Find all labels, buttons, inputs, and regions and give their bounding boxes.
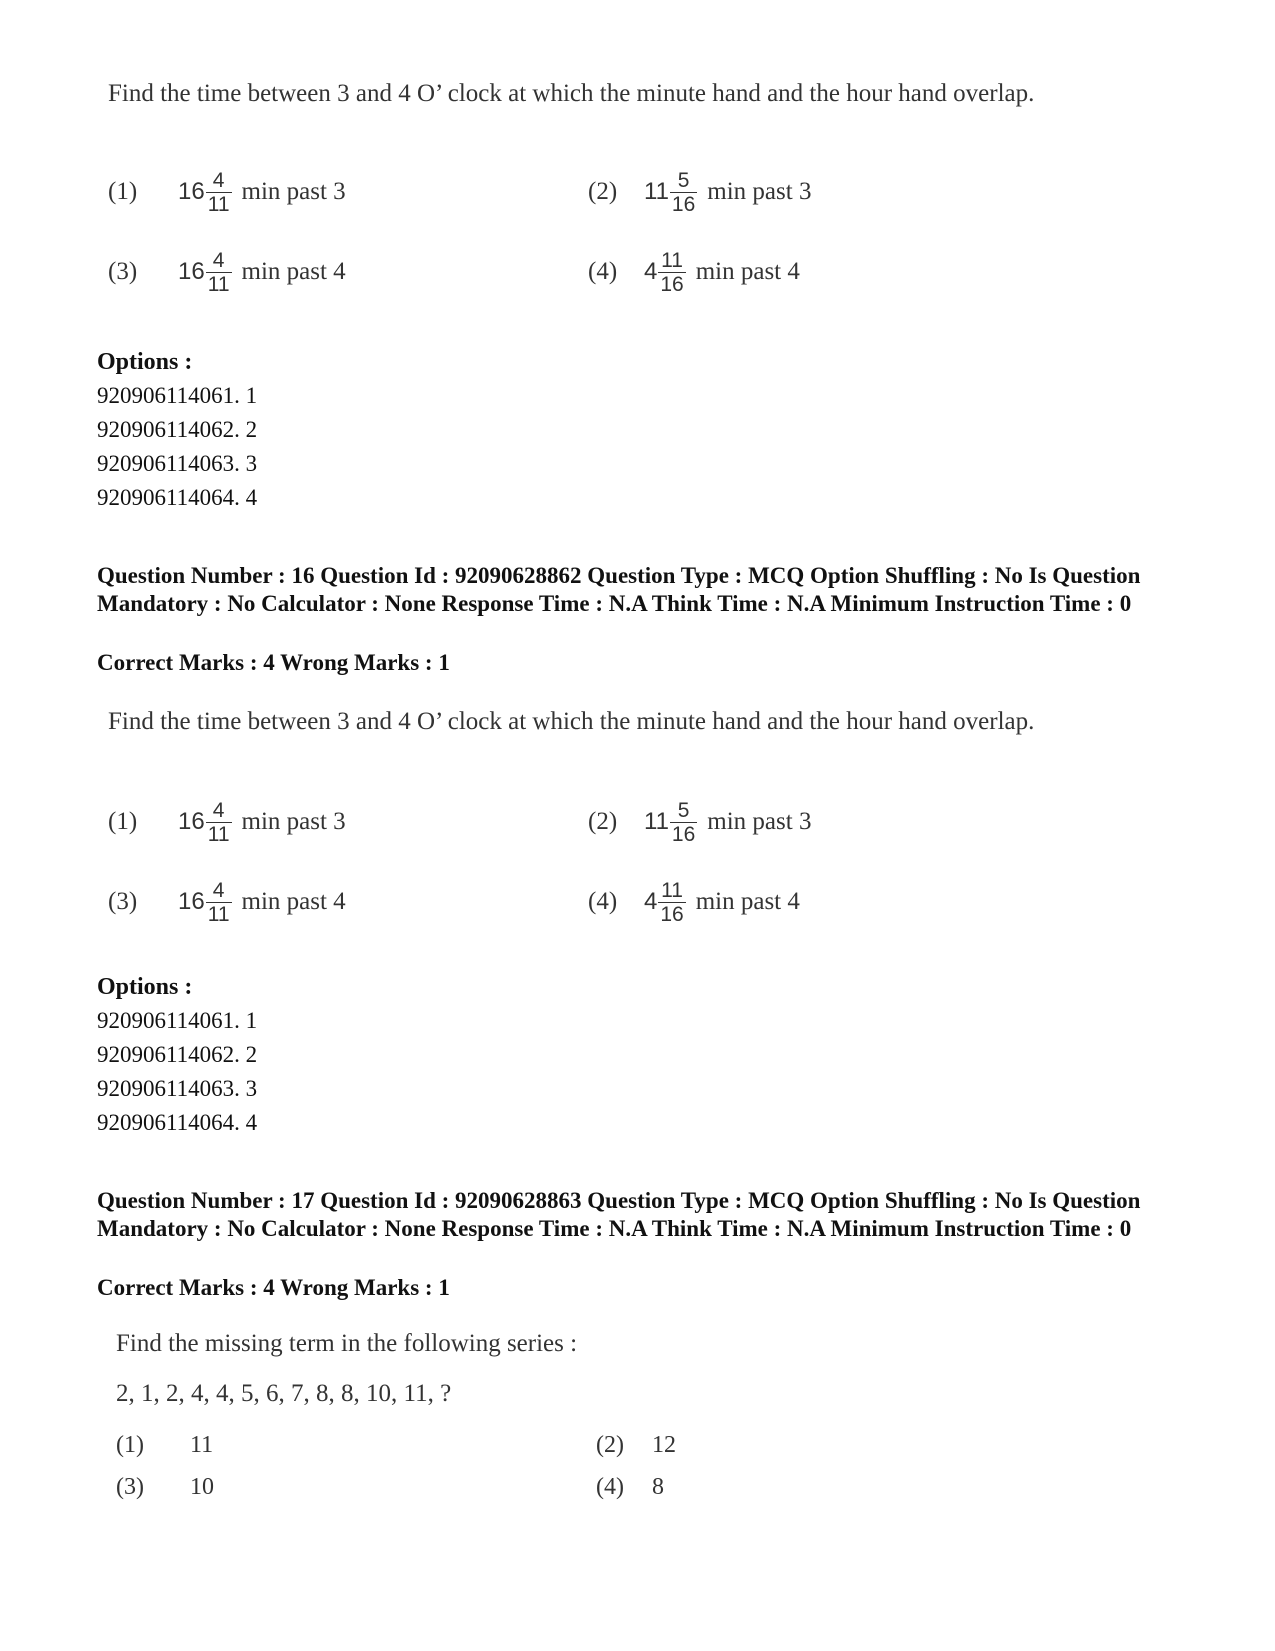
option-item: 920906114063. 3 — [97, 1076, 258, 1101]
choice-value: 12 — [652, 1432, 676, 1458]
fraction-whole: 16 — [178, 178, 205, 205]
fraction-whole: 4 — [644, 888, 658, 915]
choice-number: (3) — [108, 258, 138, 285]
marks-info: Correct Marks : 4 Wrong Marks : 1 — [97, 650, 450, 675]
choice-3 — [108, 872, 346, 932]
choice-unit: min past 3 — [707, 808, 812, 835]
fraction-numerator: 5 — [677, 798, 690, 822]
choice-number: (2) — [588, 808, 618, 835]
choice-1 — [116, 1432, 213, 1459]
choice-4 — [588, 872, 800, 932]
choice-unit: min past 4 — [695, 258, 800, 285]
choice-value: 10 — [190, 1474, 214, 1500]
choice-number: (4) — [596, 1474, 624, 1500]
fraction-denominator: 11 — [207, 272, 230, 296]
choice-4 — [588, 242, 800, 302]
fraction-numerator: 11 — [661, 248, 683, 272]
fraction — [658, 249, 685, 296]
question-text: Find the missing term in the following series : — [116, 1330, 578, 1357]
choice-2 — [588, 162, 811, 222]
fraction — [206, 169, 232, 216]
choice-3 — [116, 1474, 214, 1501]
choice-value: 11 — [190, 1432, 214, 1458]
choice-number: (4) — [588, 258, 618, 285]
question-meta: Question Number : 16 Question Id : 92090628862 Question Type : MCQ Option Shuffling : No Is Question Mandatory : No Calculator : None Response Time : N.A Think Time : N.A Minimum Instruction Time : 0 — [97, 563, 1141, 616]
fraction — [670, 169, 697, 216]
options-label: Options : — [97, 974, 193, 1000]
fraction-numerator: 4 — [212, 168, 225, 192]
choice-1 — [108, 162, 346, 222]
choice-number: (2) — [588, 178, 618, 205]
fraction-whole: 11 — [644, 178, 669, 205]
fraction-numerator: 5 — [677, 168, 690, 192]
choice-number: (4) — [588, 888, 618, 915]
fraction-whole: 16 — [178, 808, 205, 835]
fraction-numerator: 4 — [212, 798, 225, 822]
fraction — [206, 249, 232, 296]
option-item: 920906114064. 4 — [97, 485, 258, 510]
fraction — [206, 879, 232, 926]
option-item: 920906114062. 2 — [97, 1042, 258, 1067]
option-item: 920906114062. 2 — [97, 417, 258, 442]
fraction-whole: 11 — [644, 808, 669, 835]
choice-unit: min past 4 — [241, 888, 346, 915]
choice-unit: min past 3 — [707, 178, 812, 205]
fraction-denominator: 11 — [207, 822, 230, 846]
choice-unit: min past 4 — [241, 258, 346, 285]
option-item: 920906114061. 1 — [97, 383, 258, 408]
choice-unit: min past 3 — [241, 178, 346, 205]
option-item: 920906114061. 1 — [97, 1008, 258, 1033]
option-item: 920906114064. 4 — [97, 1110, 258, 1135]
choice-3 — [108, 242, 346, 302]
choice-unit: min past 4 — [695, 888, 800, 915]
fraction-denominator: 11 — [207, 192, 230, 216]
choice-4 — [596, 1474, 664, 1501]
choice-number: (3) — [116, 1474, 144, 1500]
fraction-whole: 16 — [178, 888, 205, 915]
choice-number: (1) — [108, 178, 138, 205]
fraction-numerator: 11 — [661, 878, 683, 902]
choice-number: (2) — [596, 1432, 624, 1458]
question-text: Find the time between 3 and 4 O’ clock at which the minute hand and the hour hand overlap. — [108, 708, 1035, 735]
fraction-denominator: 16 — [660, 272, 684, 296]
fraction — [670, 799, 697, 846]
choice-number: (3) — [108, 888, 138, 915]
choice-number: (1) — [108, 808, 138, 835]
fraction — [658, 879, 685, 926]
choice-1 — [108, 792, 346, 852]
option-item: 920906114063. 3 — [97, 451, 258, 476]
marks-info: Correct Marks : 4 Wrong Marks : 1 — [97, 1275, 450, 1300]
fraction-whole: 16 — [178, 258, 205, 285]
fraction-numerator: 4 — [212, 878, 225, 902]
question-meta: Question Number : 17 Question Id : 92090628863 Question Type : MCQ Option Shuffling : No Is Question Mandatory : No Calculator : None Response Time : N.A Think Time : N.A Minimum Instruction Time : 0 — [97, 1188, 1141, 1241]
fraction — [206, 799, 232, 846]
choice-2 — [588, 792, 811, 852]
fraction-numerator: 4 — [212, 248, 225, 272]
options-label: Options : — [97, 349, 193, 375]
fraction-denominator: 16 — [671, 822, 696, 846]
fraction-denominator: 11 — [207, 902, 230, 926]
choice-value: 8 — [652, 1474, 664, 1500]
number-series: 2, 1, 2, 4, 4, 5, 6, 7, 8, 8, 10, 11, ? — [116, 1380, 452, 1407]
choice-unit: min past 3 — [241, 808, 346, 835]
question-text: Find the time between 3 and 4 O’ clock at which the minute hand and the hour hand overlap. — [108, 80, 1035, 107]
choice-2 — [596, 1432, 676, 1459]
fraction-denominator: 16 — [671, 192, 696, 216]
choice-number: (1) — [116, 1432, 144, 1458]
fraction-denominator: 16 — [660, 902, 684, 926]
fraction-whole: 4 — [644, 258, 658, 285]
